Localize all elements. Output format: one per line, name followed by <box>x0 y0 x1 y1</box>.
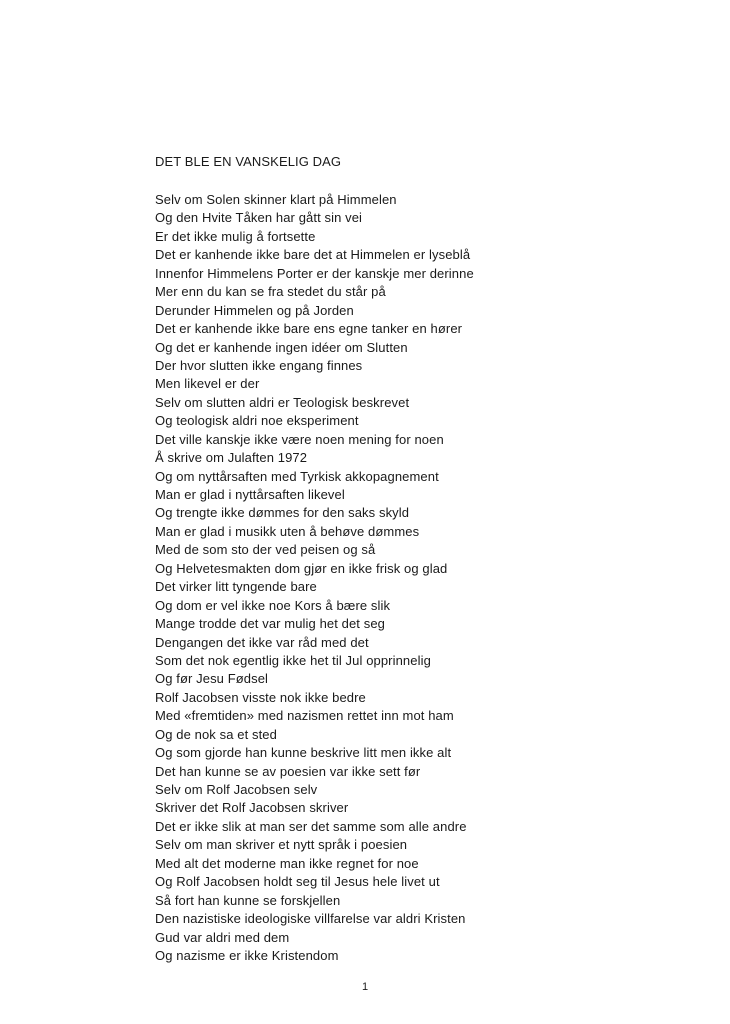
poem-line: Det virker litt tyngende bare <box>155 579 317 595</box>
poem-line: Med alt det moderne man ikke regnet for noe <box>155 855 419 871</box>
poem-line: Og om nyttårsaften med Tyrkisk akkopagnement <box>155 468 439 484</box>
poem-line: Mange trodde det var mulig het det seg <box>155 616 385 632</box>
poem-title: DET BLE EN VANSKELIG DAG <box>155 154 342 169</box>
poem-line: Gud var aldri med dem <box>155 929 290 945</box>
poem-line: Mer enn du kan se fra stedet du står på <box>155 284 386 300</box>
poem-line: Og det er kanhende ingen idéer om Slutten <box>155 339 408 355</box>
poem-line: Dengangen det ikke var råd med det <box>155 634 369 650</box>
poem-line: Er det ikke mulig å fortsette <box>155 228 316 244</box>
poem-line: Og trengte ikke dømmes for den saks skyld <box>155 505 410 521</box>
poem-line: Selv om slutten aldri er Teologisk beskrevet <box>155 394 410 410</box>
poem-line: Å skrive om Julaften 1972 <box>155 450 308 466</box>
poem-line: Man er glad i nyttårsaften likevel <box>155 487 345 502</box>
poem-line: Det er kanhende ikke bare ens egne tanker en hører <box>155 321 463 337</box>
poem-line: Som det nok egentlig ikke het til Jul opprinnelig <box>155 652 431 668</box>
poem-line: Den nazistiske ideologiske villfarelse var aldri Kristen <box>155 911 466 927</box>
poem-lines <box>155 191 675 965</box>
poem-line: Selv om Rolf Jacobsen selv <box>155 782 318 797</box>
poem-line: Skriver det Rolf Jacobsen skriver <box>155 800 349 816</box>
poem-line: Rolf Jacobsen visste nok ikke bedre <box>155 689 366 705</box>
poem-line: Og teologisk aldri noe eksperiment <box>155 413 359 429</box>
poem-line: Og Helvetesmakten dom gjør en ikke frisk og glad <box>155 560 448 576</box>
poem-line: Det han kunne se av poesien var ikke sett før <box>155 763 421 779</box>
poem-line: Innenfor Himmelens Porter er der kanskje mer derinne <box>155 265 474 281</box>
poem <box>155 153 675 965</box>
poem-line: Og dom er vel ikke noe Kors å bære slik <box>155 597 391 613</box>
poem-line: Selv om man skriver et nytt språk i poesien <box>155 837 408 853</box>
poem-line: Og som gjorde han kunne beskrive litt men ikke alt <box>155 745 452 761</box>
poem-line: Der hvor slutten ikke engang finnes <box>155 357 363 373</box>
poem-line: Derunder Himmelen og på Jorden <box>155 302 354 318</box>
poem-line: Men likevel er der <box>155 376 260 392</box>
poem-line: Det er ikke slik at man ser det samme som alle andre <box>155 818 467 834</box>
poem-line: Man er glad i musikk uten å behøve dømmes <box>155 523 420 539</box>
poem-line: Det ville kanskje ikke være noen mening for noen <box>155 431 444 447</box>
poem-line: Og før Jesu Fødsel <box>155 671 269 687</box>
poem-line: Med de som sto der ved peisen og så <box>155 542 376 558</box>
poem-line: Selv om Solen skinner klart på Himmelen <box>155 192 397 207</box>
poem-line: Det er kanhende ikke bare det at Himmelen er lyseblå <box>155 247 471 263</box>
poem-line: Med «fremtiden» med nazismen rettet inn mot ham <box>155 708 454 724</box>
poem-line: Så fort han kunne se forskjellen <box>155 892 341 908</box>
poem-line: Og den Hvite Tåken har gått sin vei <box>155 210 363 226</box>
page-number: 1 <box>361 981 369 993</box>
poem-line: Og Rolf Jacobsen holdt seg til Jesus hele livet ut <box>155 874 440 890</box>
poem-line: Og nazisme er ikke Kristendom <box>155 947 339 963</box>
poem-line: Og de nok sa et sted <box>155 726 277 742</box>
